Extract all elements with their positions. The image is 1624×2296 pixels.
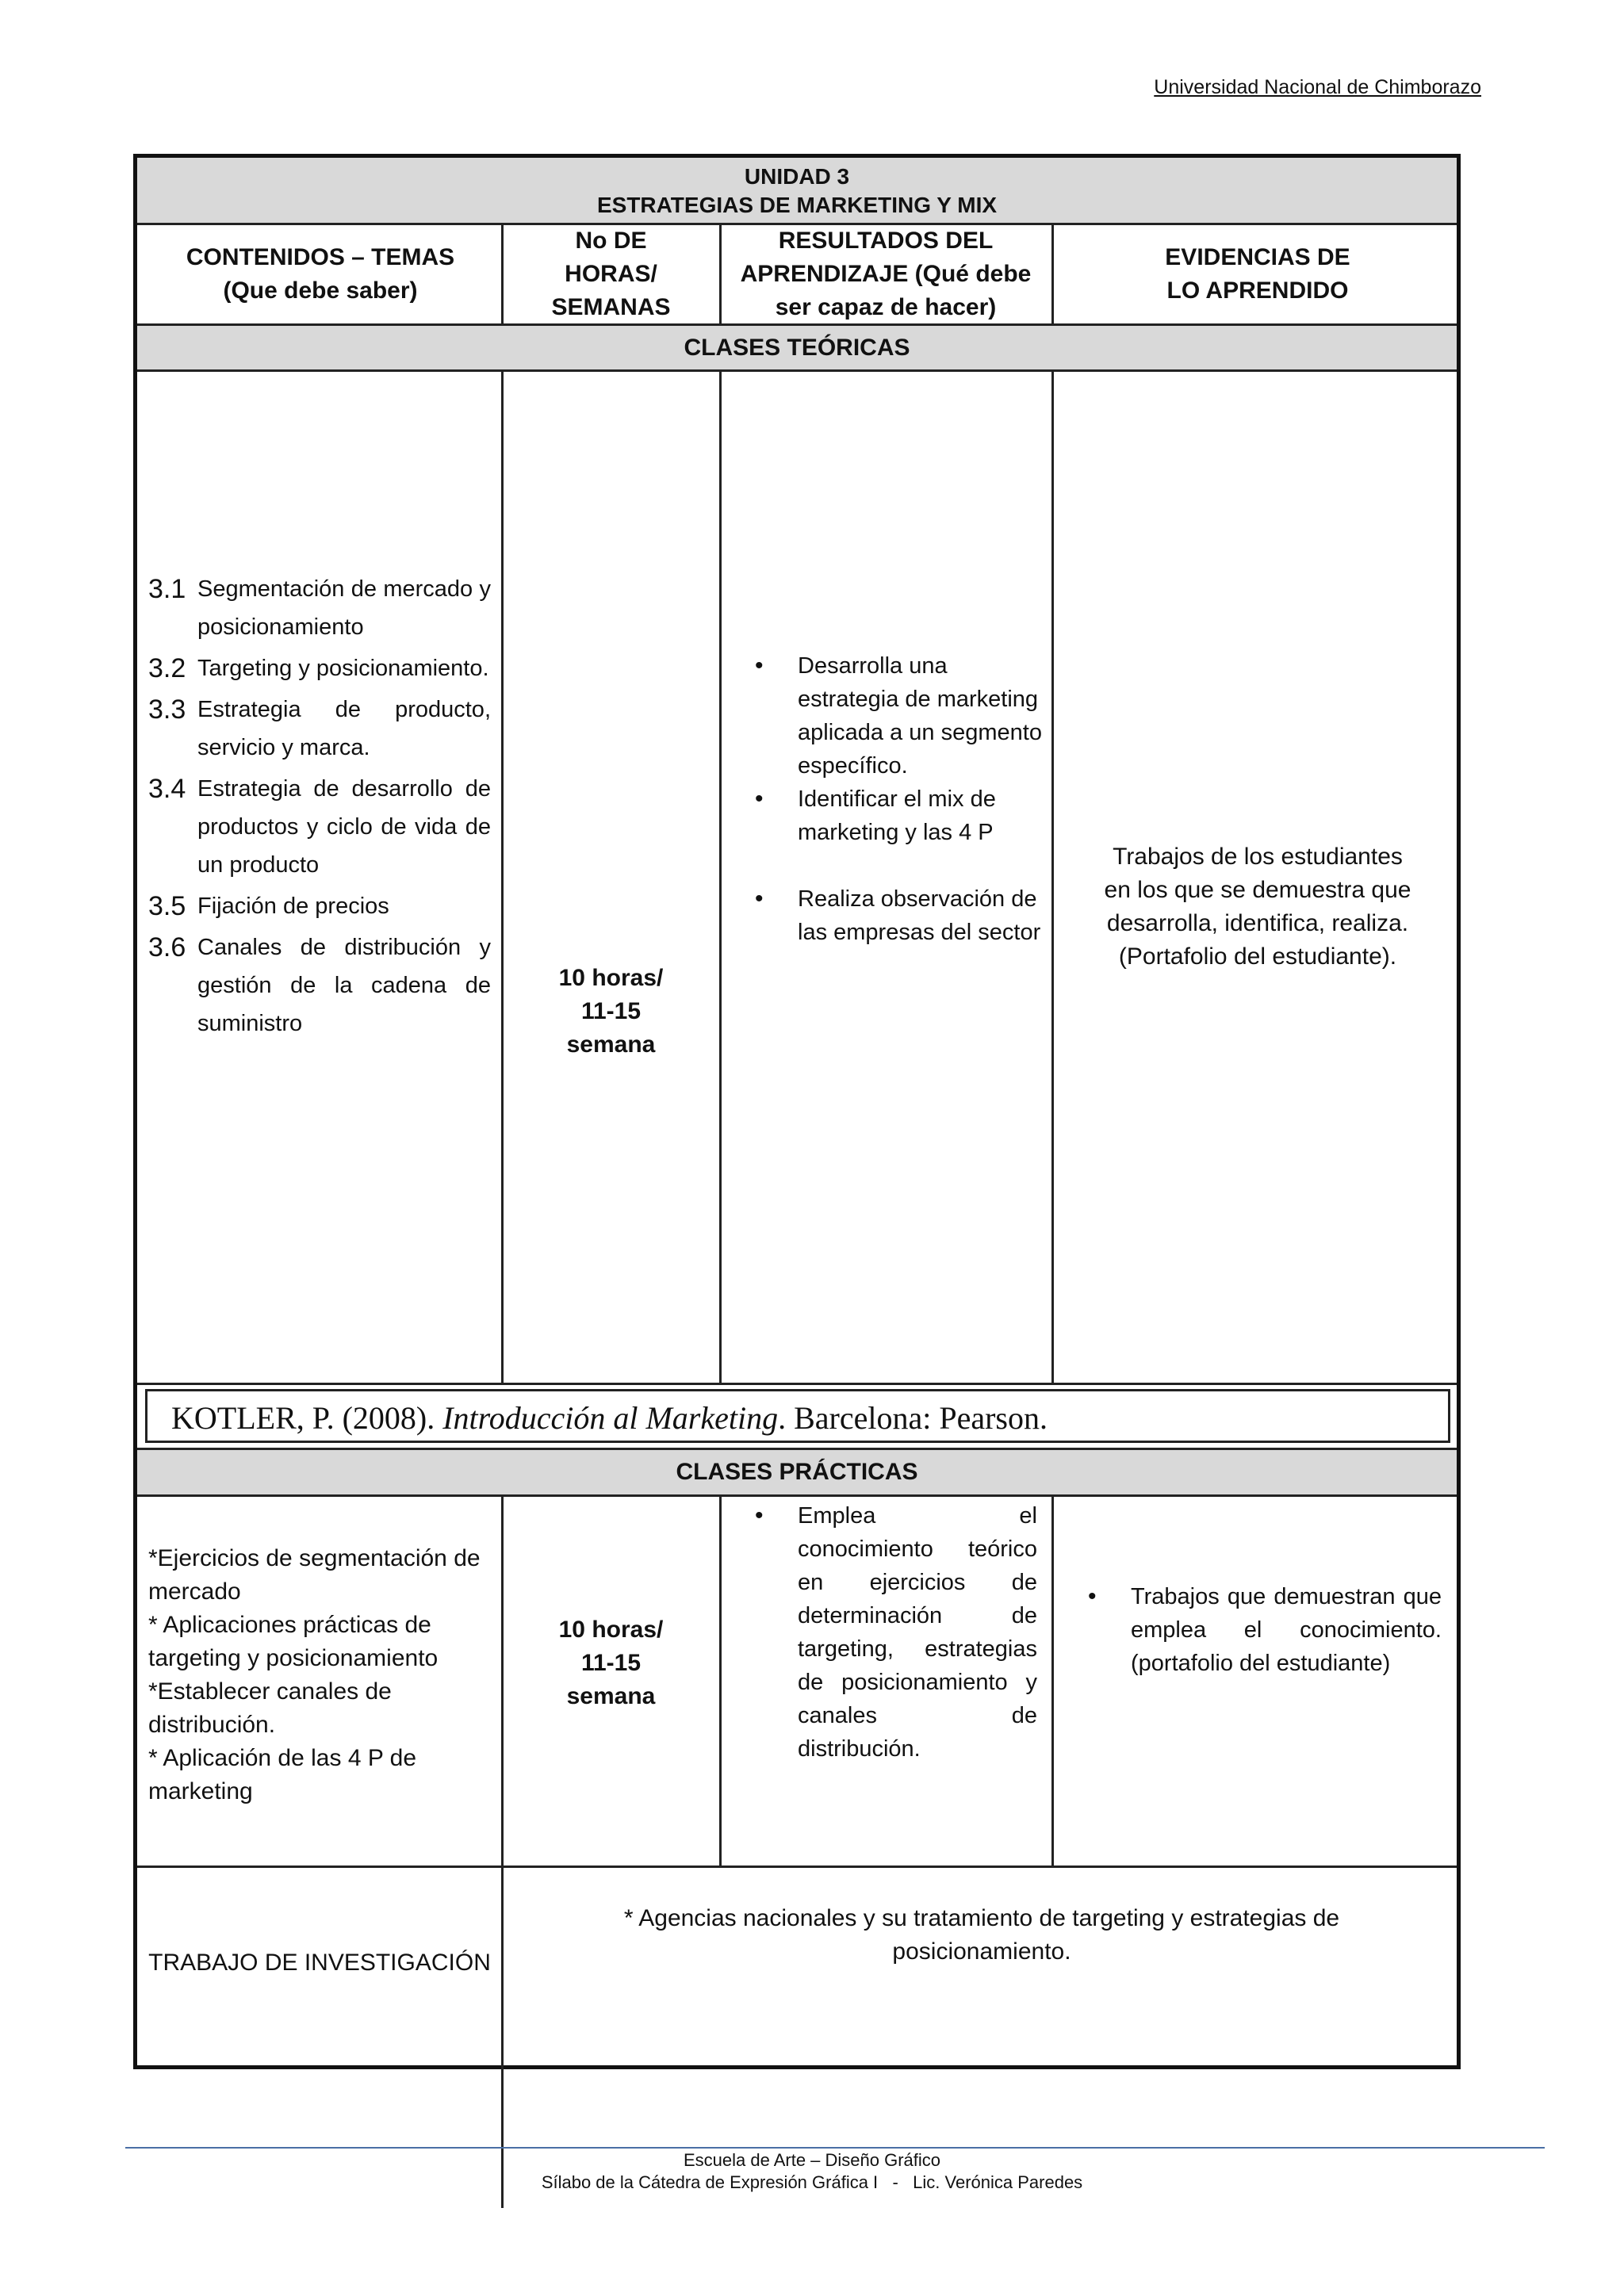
topic-number: 3.3	[148, 695, 186, 725]
col-header-evidencias: EVIDENCIAS DE LO APRENDIDO	[1165, 244, 1350, 304]
reference-author: KOTLER, P. (2008).	[171, 1400, 443, 1436]
practice-contents	[148, 1542, 493, 1812]
col-header-horas: No DE HORAS/ SEMANAS	[551, 228, 671, 320]
topic-text: Canales de distribución y gestión de la cadena de suministro	[197, 935, 491, 1036]
topic-text: Targeting y posicionamiento.	[197, 656, 489, 681]
reference-title: Introducción al Marketing	[442, 1400, 779, 1436]
topic-text: Estrategia de producto, servicio y marca.	[197, 697, 491, 760]
practice-content-item: *Establecer canales de distribución.	[148, 1678, 392, 1738]
practice-content-item: * Aplicación de las 4 P de marketing	[148, 1745, 417, 1804]
topic-text: Fijación de precios	[197, 894, 389, 919]
practice-content-item: *Ejercicios de segmentación de mercado	[148, 1545, 481, 1605]
topic-text: Estrategia de desarrollo de productos y ciclo de vida de un producto	[197, 776, 491, 878]
footer-school: Escuela de Arte – Diseño Gráfico	[683, 2150, 941, 2170]
practice-content-item: * Aplicaciones prácticas de targeting y posicionamiento	[148, 1612, 439, 1671]
bibliographic-reference	[145, 1389, 1450, 1443]
hours-line: semana	[566, 1031, 656, 1058]
unit-title-band	[137, 158, 1457, 223]
theory-hours	[510, 960, 712, 1063]
topic-item	[148, 649, 491, 687]
theory-topics	[148, 570, 497, 1284]
topic-number: 3.2	[148, 653, 186, 683]
header-institution: Universidad Nacional de Chimborazo	[1154, 76, 1481, 98]
topic-item	[148, 570, 491, 646]
practice-results	[744, 1499, 1037, 1856]
clases-practicas-band: CLASES PRÁCTICAS	[137, 1450, 1457, 1494]
topic-number: 3.1	[148, 574, 186, 604]
footer-syllabus: Sílabo de la Cátedra de Expresión Gráfica I - Lic. Verónica Paredes	[541, 2172, 1083, 2192]
hours-line: 11-15	[580, 1650, 642, 1676]
result-item: • Identificar el mix de marketing y las 4 P	[744, 783, 1045, 849]
hours-line: semana	[566, 1683, 656, 1709]
result-item: • Realiza observación de las empresas del sector	[744, 882, 1045, 949]
col-header-contenidos: CONTENIDOS – TEMAS (Que debe saber)	[186, 244, 455, 304]
unit-subtitle: ESTRATEGIAS DE MARKETING Y MIX	[596, 193, 998, 217]
topic-number: 3.5	[148, 891, 186, 921]
theory-results	[744, 649, 1045, 1284]
topic-item	[148, 770, 491, 884]
clases-teoricas-band: CLASES TEÓRICAS	[137, 326, 1457, 369]
unit-table	[133, 154, 1461, 2069]
reference-publisher: . Barcelona: Pearson.	[778, 1400, 1048, 1436]
practice-evidence	[1077, 1580, 1442, 1786]
col-header-resultados: RESULTADOS DEL APRENDIZAJE (Qué debe ser capaz de hacer)	[740, 228, 1032, 320]
result-item: • Emplea el conocimiento teórico en ejercicios de determinación de targeting, estrategias de posicionamiento y canales de distribución.	[744, 1499, 1037, 1766]
topic-text: Segmentación de mercado y posicionamiento	[197, 576, 491, 640]
practice-hours	[510, 1612, 712, 1715]
result-item: • Desarrolla una estrategia de marketing aplicada a un segmento específico.	[744, 649, 1045, 783]
unit-title: UNIDAD 3	[744, 164, 850, 189]
hours-line: 10 horas/	[558, 965, 664, 991]
evidence-item: • Trabajos que demuestran que emplea el conocimiento. (portafolio del estudiante)	[1077, 1580, 1442, 1680]
footer-divider	[125, 2147, 1545, 2149]
topic-item	[148, 887, 491, 925]
topic-item	[148, 928, 491, 1043]
topic-number: 3.6	[148, 932, 186, 962]
hours-line: 10 horas/	[558, 1617, 664, 1643]
hours-line: 11-15	[580, 998, 642, 1024]
topic-number: 3.4	[148, 774, 186, 804]
research-label: TRABAJO DE INVESTIGACIÓN	[148, 1950, 491, 1976]
theory-evidence: Trabajos de los estudiantes en los que se demuestra que desarrolla, identifica, realiza. (Portafolio del estudiante).	[1104, 844, 1411, 970]
research-text: * Agencias nacionales y su tratamiento de targeting y estrategias de posicionamiento.	[623, 1905, 1340, 1965]
topic-item	[148, 691, 491, 767]
